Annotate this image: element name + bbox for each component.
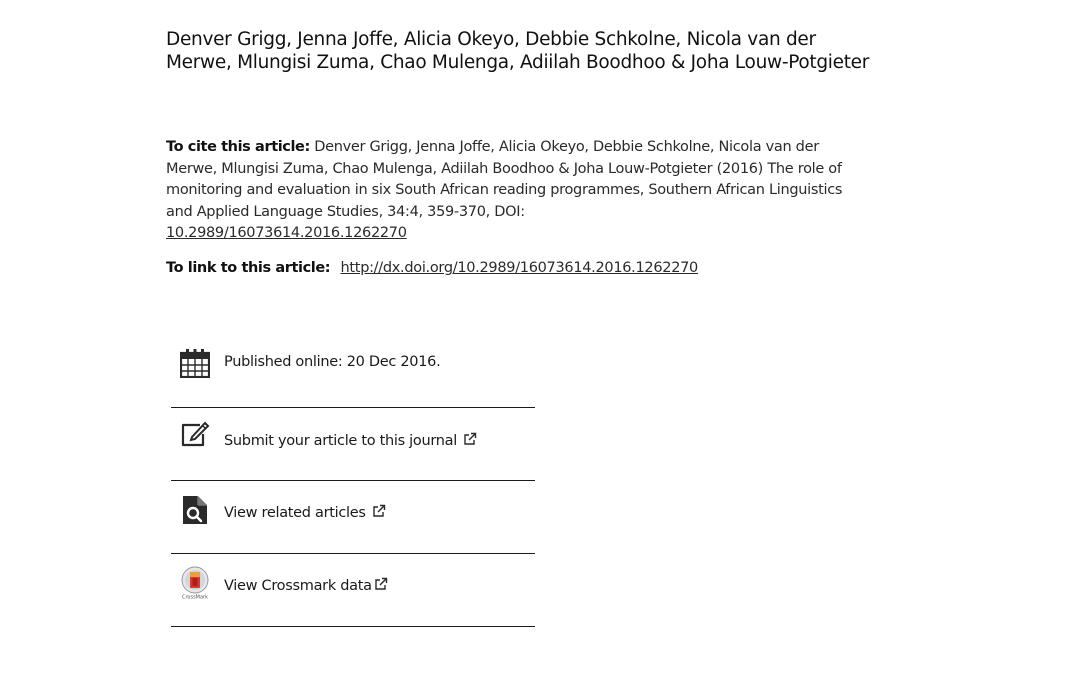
external-link-icon — [463, 432, 477, 446]
edit-icon — [180, 420, 210, 450]
related-articles-link[interactable] — [224, 503, 386, 523]
citation-doi-link[interactable]: 10.2989/16073614.2016.1262270 — [166, 225, 407, 241]
article-link-url[interactable]: http://dx.doi.org/10.2989/16073614.2016.1262270 — [340, 260, 698, 276]
citation-block — [166, 137, 866, 245]
published-online-row — [171, 334, 535, 408]
crossmark-icon — [180, 566, 210, 600]
related-articles-row[interactable] — [171, 481, 535, 554]
citation-label: To cite this article: — [166, 139, 310, 155]
article-link-label: To link to this article: — [166, 260, 331, 276]
external-link-icon — [374, 577, 388, 591]
article-authors: Denver Grigg, Jenna Joffe, Alicia Okeyo, Debbie Schkolne, Nicola van der Merwe, Mlungisi Zuma, Chao Mulenga, Adiilah Boodhoo & Joha Louw-Potgieter — [166, 29, 870, 73]
submit-article-label: Submit your article to this journal — [224, 433, 457, 449]
crossmark-label: View Crossmark data — [224, 578, 372, 594]
calendar-icon — [180, 348, 210, 378]
crossmark-logo-text: CrossMark — [181, 594, 209, 600]
published-online-text: Published online: 20 Dec 2016. — [224, 354, 441, 370]
submit-article-link[interactable] — [224, 431, 477, 451]
citation-text: Denver Grigg, Jenna Joffe, Alicia Okeyo, Debbie Schkolne, Nicola van der Merwe, Mlungisi Zuma, Chao Mulenga, Adiilah Boodhoo & Joha Louw-Potgieter (2016) The role of monitoring and evaluation in six South African reading programmes, Southern African Linguistics and Applied Language Studies, 34:4, 359-370, DOI: — [166, 139, 843, 220]
related-articles-label: View related articles — [224, 505, 366, 521]
article-link-block — [166, 258, 866, 279]
search-document-icon — [180, 495, 210, 525]
article-info-list — [171, 334, 535, 627]
submit-article-row[interactable] — [171, 408, 535, 481]
crossmark-row[interactable] — [171, 554, 535, 627]
external-link-icon — [372, 504, 386, 518]
crossmark-link[interactable] — [224, 576, 388, 596]
